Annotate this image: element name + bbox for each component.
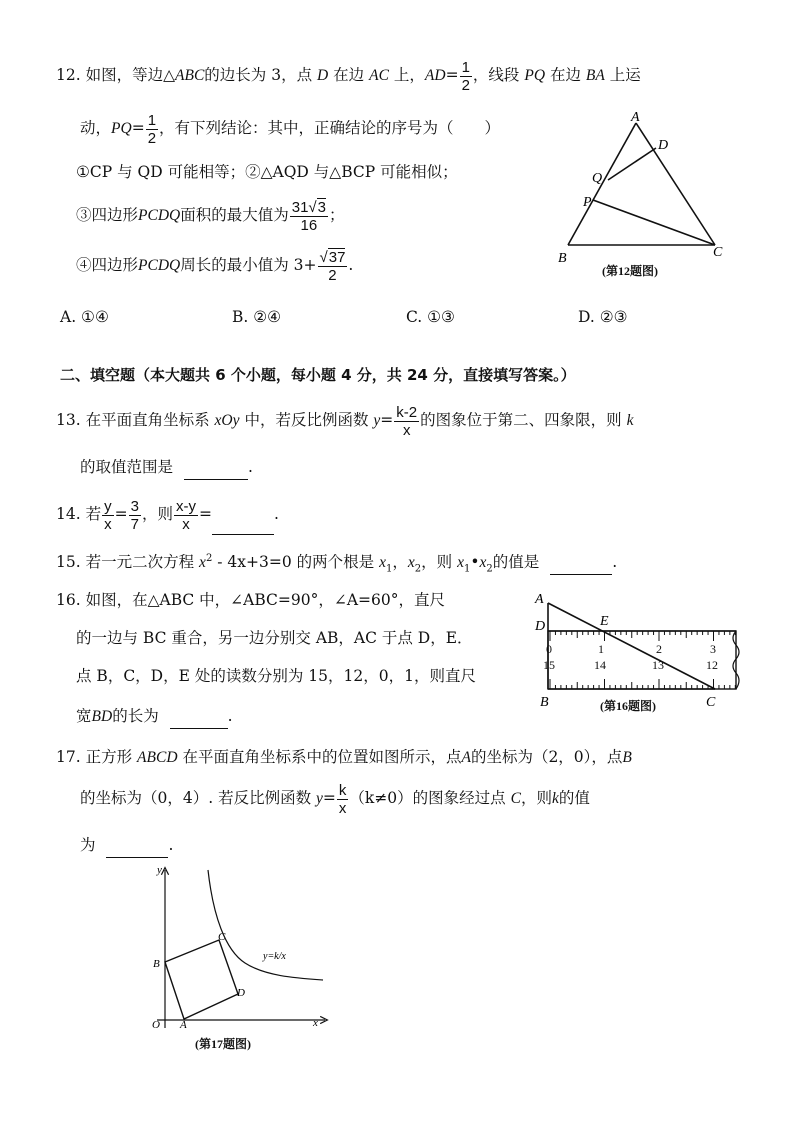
fraction-x-y-over-x: $\frac{x-y}{x}$ [175,497,196,533]
q16-label-b: B [540,695,549,710]
q15-answer-blank[interactable] [550,550,612,575]
ruler-top-1: 1 [598,642,604,656]
q13-answer-blank[interactable] [184,455,248,480]
q12-figure [550,105,735,285]
section-2-heading: 二、填空题（本大题共 6 个小题，每小题 4 分，共 24 分，直接填写答案。） [60,366,576,384]
q13-line1: 13. 在平面直角坐标系 xOy 中，若反比例函数 y= $\frac{k-2}{x}$ 的图象位于第二、四象限，则 k [56,403,634,439]
q17-label-d: D [237,987,245,999]
q12-number: 12. [56,66,81,84]
q16-line2: 的一边与 BC 重合，另一边分别交 AB，AC 于点 D，E． [76,629,473,647]
ruler-top-2: 2 [656,642,662,656]
q16-label-e: E [600,614,609,629]
q17-curve-label: y=k/x [263,951,286,962]
q12-caption: (第12题图) [602,264,658,278]
fraction-area: $\frac{31√3}{16}$ [291,198,326,234]
q12-label-p: P [583,195,592,210]
q12-conclusion-1-2: ①CP 与 QD 可能相等；②△AQD 与△BCP 可能相似； [76,163,458,181]
fraction-k-2-over-x: $\frac{k-2}{x}$ [396,403,418,439]
fraction-k-over-x: $\frac{k}{x}$ [338,781,347,817]
q14-answer-blank[interactable] [212,494,274,535]
fraction-3-over-7: $\frac{3}{7}$ [130,497,139,533]
q16-line4: 宽BD的长为 . [76,704,233,729]
q12-line2: 动，PQ= $\frac{1}{2}$ ，有下列结论：其中，正确结论的序号为（ ） [80,111,501,147]
q17-figure [135,860,345,1060]
q16-answer-blank[interactable] [170,704,228,729]
q17-label-o: O [152,1019,160,1031]
q17-line2: 的坐标为（0，4）. 若反比例函数 y= $\frac{k}{x}$ （k≠0）的图象经过点 C，则k的值 [80,781,590,817]
q17-axis-y: y [157,864,162,876]
q12-option-b: B. ②④ [232,308,282,326]
ruler-bottom-13: 13 [652,658,664,672]
q17-label-a: A [180,1019,187,1031]
q12-label-d: D [658,138,669,153]
q16-line1: 16. 如图，在△ABC 中，∠ABC=90°，∠A=60°，直尺 [56,591,445,609]
ruler-top-0: 0 [546,642,552,656]
q12-line1: 12. 如图，等边△ABC的边长为 3，点 D 在边 AC 上，AD= $\frac{1}{2}$ ，线段 PQ 在边 BA 上运 [56,58,641,94]
fraction-pq: $\frac{1}{2}$ [147,111,157,147]
q12-conclusion-4: ④四边形PCDQ周长的最小值为 3+ $\frac{√37}{2}$ . [76,248,354,284]
q12-conclusion-3: ③四边形PCDQ面积的最大值为 $\frac{31√3}{16}$ ； [76,198,345,234]
q12-label-c: C [713,245,723,260]
q17-line1: 17. 正方形 ABCD 在平面直角坐标系中的位置如图所示，点A的坐标为（2，0），点B [56,748,632,766]
q12-label-a: A [631,110,640,125]
fraction-perimeter: $\frac{√37}{2}$ [319,248,346,284]
q15-line: 15. 若一元二次方程 $x^2 - 4x+3=0$ 的两个根是 $x_1$，$x_2$，则 $x_1•x_2$的值是 . [56,547,617,581]
q16-line3: 点 B，C，D，E 处的读数分别为 15，12，0，1，则直尺 [76,667,476,685]
q12-label-b: B [558,251,567,266]
q17-line3: 为 . [80,833,173,858]
q17-caption: (第17题图) [195,1037,251,1051]
q12-option-a: A. ①④ [60,308,109,326]
q16-label-d: D [535,619,546,634]
q14-line: 14. 若 $\frac{y}{x}$ = $\frac{3}{7}$ ，则 $\frac{x-y}{x}$ = . [56,494,279,534]
ruler-bottom-12: 12 [706,658,718,672]
fraction-ad: $\frac{1}{2}$ [461,58,470,94]
q16-caption: (第16题图) [600,699,656,713]
ruler-bottom-14: 14 [594,658,606,672]
q17-axis-x: x [313,1017,318,1029]
q16-label-a: A [535,592,544,607]
ruler-bottom-15: 15 [543,658,555,672]
q16-label-c: C [706,695,716,710]
fraction-y-over-x: $\frac{y}{x}$ [104,497,112,533]
q12-option-d: D. ②③ [578,308,628,326]
q12-label-q: Q [592,171,603,186]
ruler-top-3: 3 [710,642,716,656]
q17-answer-blank[interactable] [106,833,168,858]
q12-option-c: C. ①③ [406,308,455,326]
q16-figure [530,585,745,715]
q17-label-c: C [218,931,226,943]
q13-line2: 的取值范围是 . [80,455,253,480]
q17-label-b: B [153,958,160,970]
